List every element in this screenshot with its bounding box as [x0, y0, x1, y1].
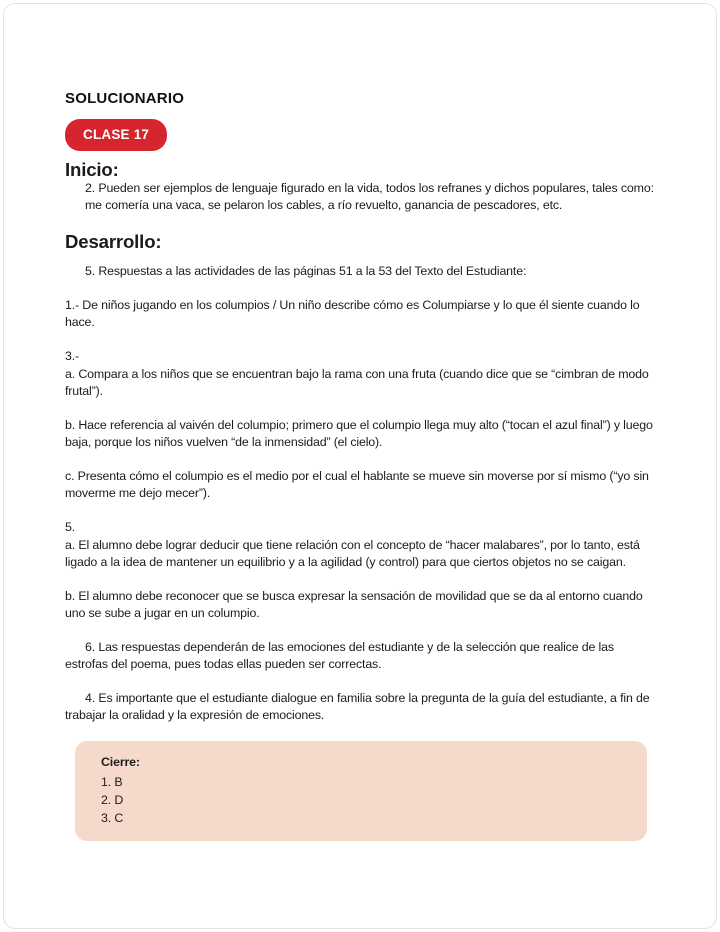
paragraph-answer-5b: b. El alumno debe reconocer que se busca expresar la sensación de movilidad que se da al entorno cuando uno se sube a jugar en un columpio.	[65, 589, 643, 620]
cierre-answer-3: 3. C	[101, 811, 124, 825]
paragraph-answer-3a: a. Compara a los niños que se encuentran bajo la rama con una fruta (cuando dice que se “cimbran de modo frutal”).	[65, 367, 649, 398]
cierre-box	[75, 741, 647, 841]
document-title: SOLUCIONARIO	[65, 90, 185, 107]
paragraph-answer-4: 4. Es importante que el estudiante dialogue en familia sobre la pregunta de la guía del estudiante, a fin de trabajar la oralidad y la expresión de emociones.	[65, 691, 650, 722]
paragraph-answer-5a: a. El alumno debe lograr deducir que tiene relación con el concepto de “hacer malabares”, por lo tanto, está ligado a la idea de mantener un equilibrio y a la agilidad (y control) para que ciertos objetos no se caigan.	[65, 538, 640, 569]
class-badge: CLASE 17	[65, 119, 167, 151]
paragraph-answer-5-label: 5.	[65, 520, 76, 534]
paragraph-answer-3c: c. Presenta cómo el columpio es el medio por el cual el hablante se mueve sin moverse por sí mismo (“yo sin moverme me dejo mecer”).	[65, 469, 649, 500]
paragraph-desarrollo-intro: 5. Respuestas a las actividades de las páginas 51 a la 53 del Texto del Estudiante:	[85, 264, 527, 278]
paragraph-answer-3b: b. Hace referencia al vaivén del columpio; primero que el columpio llega muy alto (“tocan el azul final”) y luego baja, porque los niños vuelven “de la inmensidad” (el cielo).	[65, 418, 653, 449]
desarrollo-heading: Desarrollo:	[65, 231, 162, 252]
cierre-answer-1: 1. B	[101, 775, 123, 789]
cierre-answer-2: 2. D	[101, 793, 124, 807]
paragraph-answer-6: 6. Las respuestas dependerán de las emociones del estudiante y de la selección que realice de las estrofas del poema, pues todas ellas pueden ser correctas.	[65, 640, 614, 671]
paragraph-answer-1: 1.- De niños jugando en los columpios / Un niño describe cómo es Columpiarse y lo que él siente cuando lo hace.	[65, 298, 640, 329]
cierre-heading: Cierre:	[101, 755, 140, 769]
paragraph-answer-3-label: 3.-	[65, 349, 80, 363]
inicio-heading: Inicio:	[65, 159, 119, 180]
paragraph-inicio-answer-2: 2. Pueden ser ejemplos de lenguaje figurado en la vida, todos los refranes y dichos populares, tales como: me comería una vaca, se pelaron los cables, a río revuelto, ganancia de pescadores, etc.	[85, 181, 654, 212]
